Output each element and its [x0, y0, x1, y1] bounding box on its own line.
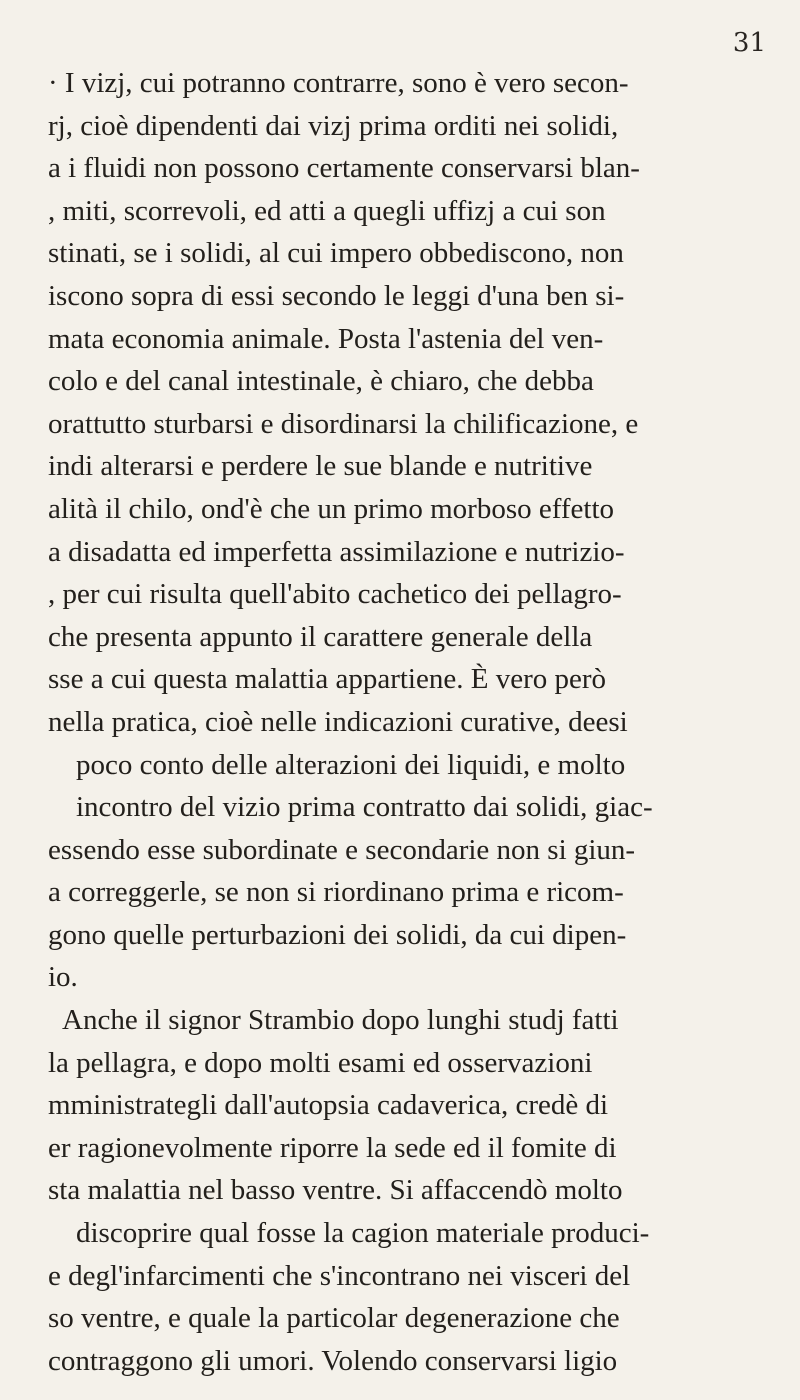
text-line: a i fluidi non possono certamente conservarsi blan- [48, 152, 640, 185]
text-line: essendo esse subordinate e secondarie non si giun- [48, 833, 636, 866]
text-line: indi alterarsi e perdere le sue blande e nutritive [48, 450, 593, 483]
text-line: contraggono gli umori. Volendo conservarsi ligio [48, 1344, 618, 1377]
text-line: , miti, scorrevoli, ed atti a quegli uffizj a cui son [48, 194, 606, 227]
text-line: mministrategli dall'autopsia cadaverica, credè di [48, 1089, 609, 1122]
text-line: mata economia animale. Posta l'astenia del ven- [48, 322, 604, 355]
text-line: discoprire qual fosse la cagion materiale produci- [76, 1217, 650, 1250]
text-line: io. [48, 961, 78, 994]
text-line: stinati, se i solidi, al cui impero obbediscono, non [48, 237, 624, 270]
text-line: orattutto sturbarsi e disordinarsi la chilificazione, e [48, 407, 639, 440]
text-line: alità il chilo, ond'è che un primo morboso effetto [48, 492, 615, 525]
text-line: · I vizj, cui potranno contrarre, sono è vero secon- [48, 67, 629, 99]
body-text [48, 62, 788, 1382]
text-line: gono quelle perturbazioni dei solidi, da cui dipen- [48, 918, 627, 951]
text-line: so ventre, e quale la particolar degenerazione che [48, 1302, 620, 1335]
text-line: sse a cui questa malattia appartiene. È vero però [48, 663, 607, 696]
text-line: e degl'infarcimenti che s'incontrano nei visceri del [48, 1259, 631, 1292]
text-line: incontro del vizio prima contratto dai solidi, giac- [76, 791, 653, 824]
text-line: nella pratica, cioè nelle indicazioni curative, deesi [48, 705, 628, 738]
text-line: Anche il signor Strambio dopo lunghi studj fatti [62, 1004, 619, 1037]
text-line: rj, cioè dipendenti dai vizj prima orditi nei solidi, [48, 109, 619, 142]
text-line: er ragionevolmente riporre la sede ed il fomite di [48, 1131, 617, 1164]
text-line: la pellagra, e dopo molti esami ed osservazioni [48, 1046, 593, 1079]
text-line: iscono sopra di essi secondo le leggi d'una ben si- [48, 279, 625, 312]
text-line: a correggerle, se non si riordinano prima e ricom- [48, 876, 624, 909]
text-line: sta malattia nel basso ventre. Si affaccendò molto [48, 1174, 623, 1207]
text-line: , per cui risulta quell'abito cachetico dei pellagro- [48, 578, 622, 611]
text-line: colo e del canal intestinale, è chiaro, che debba [48, 365, 594, 398]
text-line: poco conto delle alterazioni dei liquidi, e molto [76, 748, 626, 781]
page-number: 31 [732, 28, 766, 58]
text-line: a disadatta ed imperfetta assimilazione e nutrizio- [48, 535, 625, 568]
text-line: che presenta appunto il carattere generale della [48, 620, 593, 653]
